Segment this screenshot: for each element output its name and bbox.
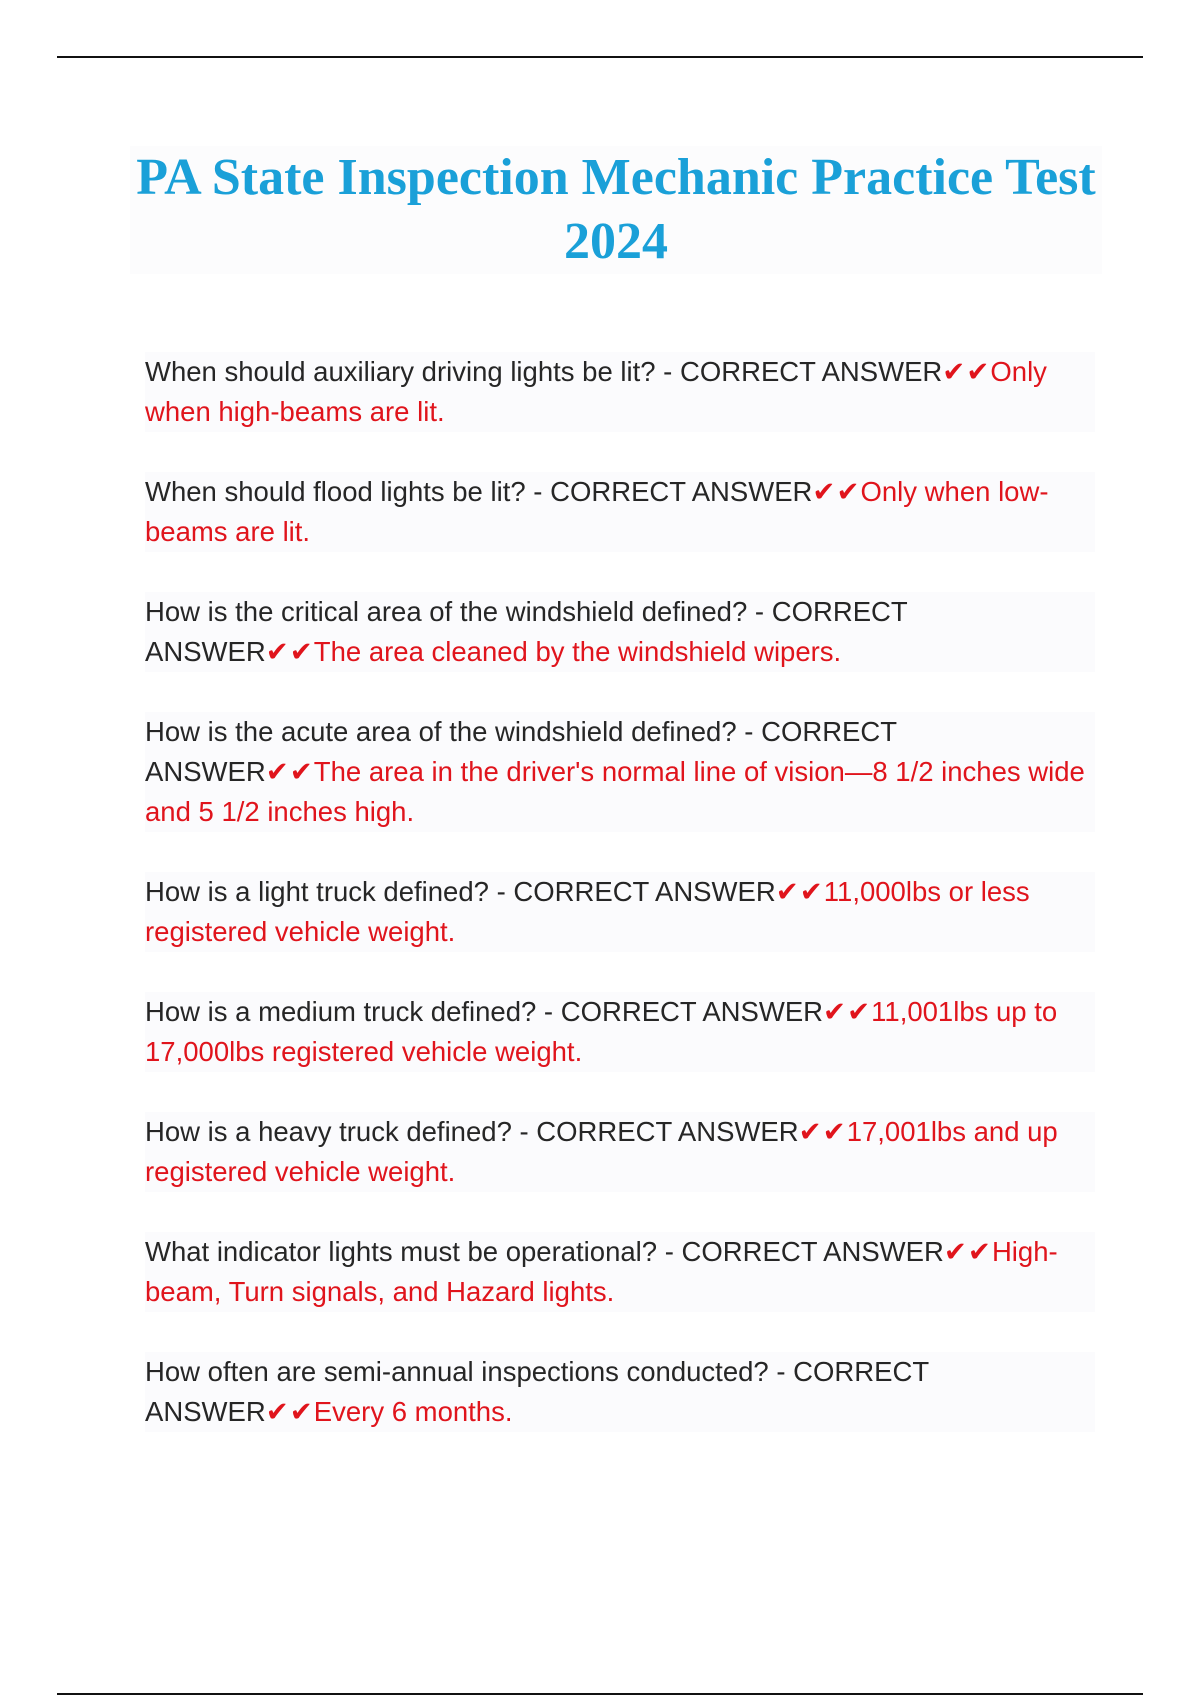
answer-text: Every 6 months. bbox=[313, 1396, 513, 1427]
correct-answer-label: - CORRECT ANSWER bbox=[145, 716, 897, 787]
answer-text: 11,001lbs up to 17,000lbs registered vehicle weight. bbox=[145, 996, 1058, 1067]
qa-item-5 bbox=[145, 872, 1095, 952]
answer-text: The area cleaned by the windshield wipers. bbox=[313, 636, 842, 667]
checkmark-icon: ✔✔ bbox=[812, 476, 861, 507]
correct-answer-label: - CORRECT ANSWER bbox=[655, 356, 943, 387]
question-text: How is a medium truck defined? bbox=[145, 996, 537, 1027]
correct-answer-label: - CORRECT ANSWER bbox=[488, 876, 776, 907]
qa-list bbox=[145, 352, 1095, 1432]
qa-item-8 bbox=[145, 1232, 1095, 1312]
document-title: PA State Inspection Mechanic Practice Test 2024 bbox=[130, 146, 1102, 274]
question-text: How is the acute area of the windshield defined? bbox=[145, 716, 737, 747]
top-rule bbox=[57, 56, 1143, 58]
answer-text: The area in the driver's normal line of vision—8 1/2 inches wide and 5 1/2 inches high. bbox=[145, 756, 1085, 827]
qa-item-1 bbox=[145, 352, 1095, 432]
qa-item-4 bbox=[145, 712, 1095, 832]
checkmark-icon: ✔✔ bbox=[942, 356, 991, 387]
checkmark-icon: ✔✔ bbox=[265, 1396, 314, 1427]
question-text: How often are semi-annual inspections conducted? bbox=[145, 1356, 769, 1387]
question-text: When should flood lights be lit? bbox=[145, 476, 526, 507]
qa-item-2 bbox=[145, 472, 1095, 552]
qa-item-3 bbox=[145, 592, 1095, 672]
correct-answer-label: - CORRECT ANSWER bbox=[657, 1236, 944, 1267]
checkmark-icon: ✔✔ bbox=[265, 756, 314, 787]
checkmark-icon: ✔✔ bbox=[798, 1116, 847, 1147]
qa-item-9 bbox=[145, 1352, 1095, 1432]
answer-text: 17,001lbs and up registered vehicle weight. bbox=[145, 1116, 1058, 1187]
question-text: How is a light truck defined? bbox=[145, 876, 489, 907]
qa-item-6 bbox=[145, 992, 1095, 1072]
checkmark-icon: ✔✔ bbox=[943, 1236, 992, 1267]
question-text: When should auxiliary driving lights be lit? bbox=[145, 356, 656, 387]
bottom-rule bbox=[57, 1693, 1143, 1695]
correct-answer-label: - CORRECT ANSWER bbox=[511, 1116, 799, 1147]
correct-answer-label: - CORRECT ANSWER bbox=[145, 596, 908, 667]
answer-text: High-beam, Turn signals, and Hazard lights. bbox=[145, 1236, 1058, 1307]
question-text: How is the critical area of the windshield defined? bbox=[145, 596, 748, 627]
qa-item-7 bbox=[145, 1112, 1095, 1192]
answer-text: 11,000lbs or less registered vehicle weight. bbox=[145, 876, 1030, 947]
correct-answer-label: - CORRECT ANSWER bbox=[525, 476, 813, 507]
correct-answer-label: - CORRECT ANSWER bbox=[145, 1356, 929, 1427]
question-text: How is a heavy truck defined? bbox=[145, 1116, 512, 1147]
answer-text: Only when low-beams are lit. bbox=[145, 476, 1049, 547]
checkmark-icon: ✔✔ bbox=[265, 636, 314, 667]
question-text: What indicator lights must be operational? bbox=[145, 1236, 658, 1267]
answer-text: Only when high-beams are lit. bbox=[145, 356, 1047, 427]
checkmark-icon: ✔✔ bbox=[775, 876, 824, 907]
correct-answer-label: - CORRECT ANSWER bbox=[536, 996, 824, 1027]
checkmark-icon: ✔✔ bbox=[823, 996, 872, 1027]
